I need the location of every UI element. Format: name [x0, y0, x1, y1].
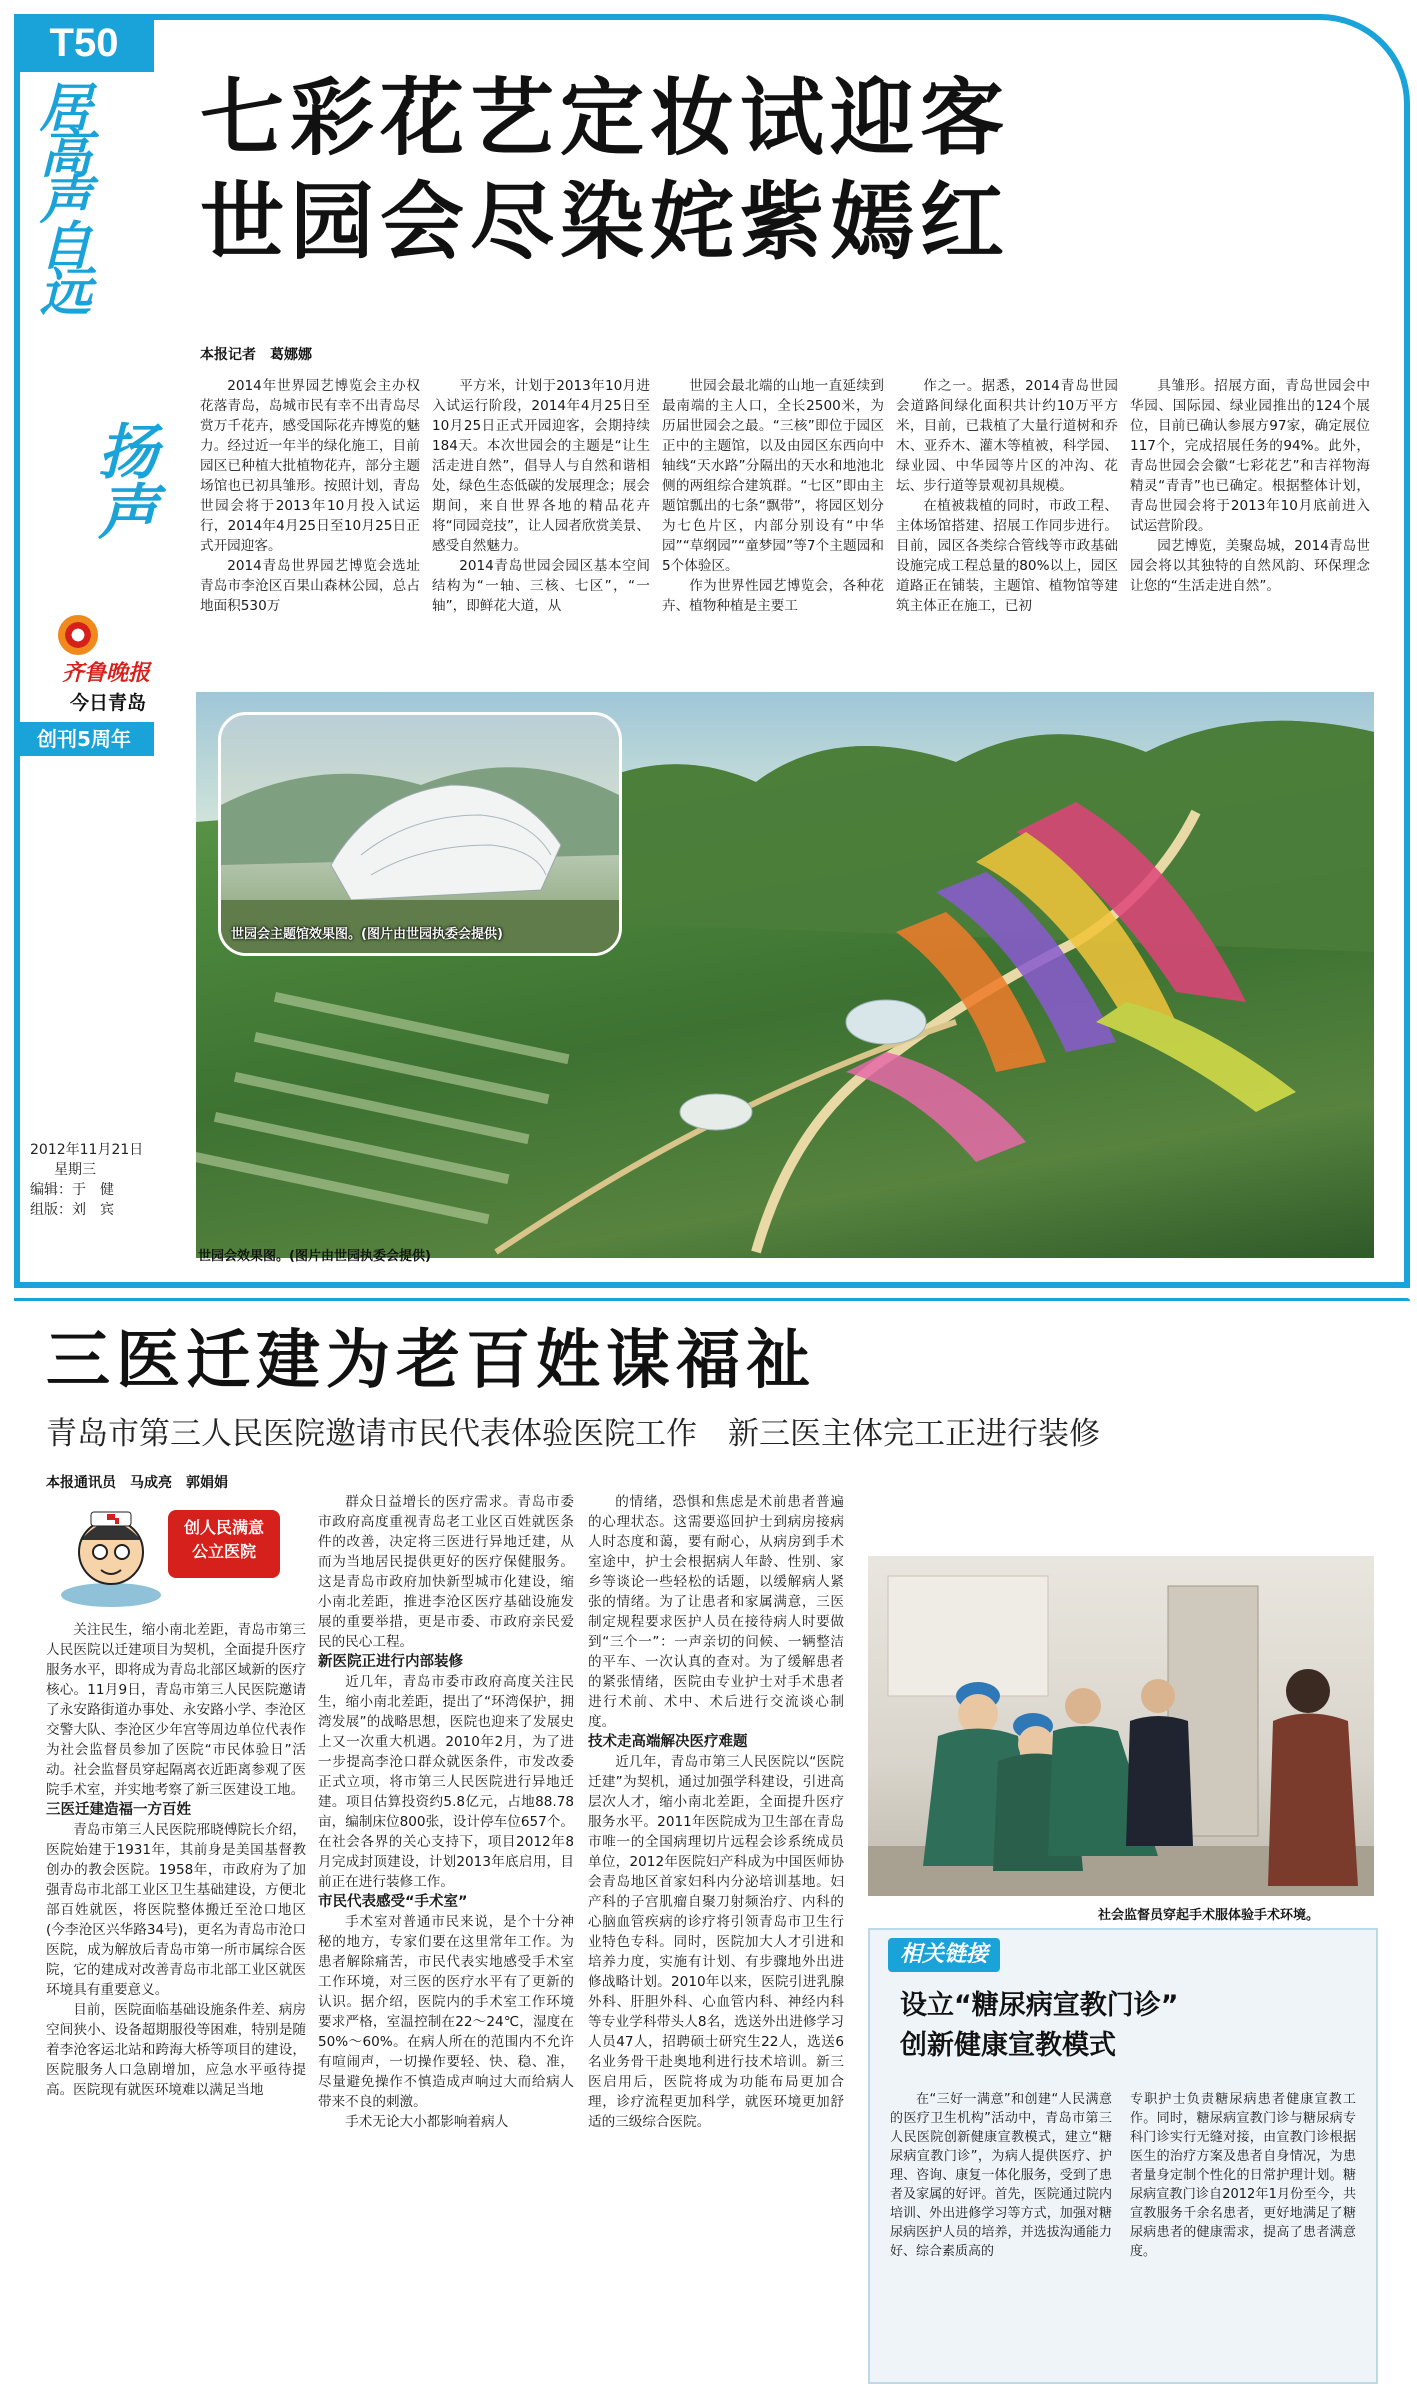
paragraph: 关注民生，缩小南北差距，青岛市第三人民医院以迁建项目为契机，全面提升医疗服务水平，即将成为青岛北部区域新的医疗核心。11月9日，青岛市第三人民医院邀请了永安路街道办事处、永安路小学、李沧区交警大队、李沧区少年宫等周边单位代表作为社会监督员参加了医院“市民体验日”活动。社会监督员穿起隔离衣近距离参观了医院手术室，并实地考察了新三医建设工地。	[46, 1622, 306, 1798]
paragraph: 2014年世界园艺博览会主办权花落青岛，岛城市民有幸不出青岛尽赏万千花卉，感受国际花卉博览的魅力。经过近一年半的绿化施工，目前园区已种植大批植物花卉，部分主题场馆也已初具雏形。按照计划，青岛世园会将于2013年10月投入试运行，2014年4月25日至10月25日正式开园迎客。	[200, 378, 420, 554]
surgery-gown-photo	[868, 1556, 1374, 1896]
subhead: 技术走高端解决医疗难题	[588, 1734, 748, 1750]
paragraph: 目前，医院面临基础设施条件差、病房空间狭小、设备超期服役等困难，特别是随着李沧客运北站和跨海大桥等项目的建设，医院服务人口急剧增加，应急水平亟待提高。医院现有就医环境难以满足当地	[46, 2002, 306, 2098]
issue-info	[30, 1140, 143, 1220]
paragraph: 在“三好一满意”和创建“人民满意的医疗卫生机构”活动中，青岛市第三人民医院创新健康宣教模式，建立“糖尿病宣教门诊”，为病人提供医疗、护理、咨询、康复一体化服务，受到了患者及家属的好评。首先，医院通过院内培训、外出进修学习等方式，加强对糖尿病医护人员的培养，并选拔沟通能力好、综合素质高的	[890, 2092, 1112, 2259]
column-name-1: 居高声自远	[30, 80, 91, 310]
paragraph: 园艺博览，美聚岛城，2014青岛世园会将以其独特的自然风韵、环保理念让您的“生活走进自然”。	[1130, 538, 1370, 594]
article1-col4	[896, 376, 1118, 616]
article2-subheadline: 青岛市第三人民医院邀请市民代表体验医院工作 新三医主体完工正进行装修	[46, 1416, 1100, 1452]
paragraph: 青岛市第三人民医院邢晓傅院长介绍，医院始建于1931年，其前身是美国基督教创办的教会医院。1958年，市政府为了加强青岛市北部工业区卫生基础建设，方便北部百姓就医，将医院整体搬迁至沧口地区(今李沧区兴华路34号)，更名为青岛市沧口医院，成为解放后青岛市第一所市属综合医院，它的建成对改善青岛市北部工业区就医环境具有重要意义。	[46, 1822, 306, 1998]
paragraph: 在植被栽植的同时，市政工程、主体场馆搭建、招展工作同步进行。目前，园区各类综合管线等市政基础设施完成工程总量的80%以上，园区道路正在铺装，主题馆、植物馆等建筑主体正在施工，已初	[896, 498, 1118, 614]
related-link-title	[900, 1986, 1179, 2066]
related-title-line2: 创新健康宣教模式	[900, 2030, 1116, 2061]
article1-byline: 本报记者 葛娜娜	[200, 347, 312, 363]
paragraph: 的情绪，恐惧和焦虑是术前患者普遍的心理状态。这需要巡回护士到病房接病人时态度和蔼，要有耐心，从病房到手术室途中，护士会根据病人年龄、性别、家乡等谈论一些轻松的话题，以缓解病人紧张的情绪。为了让患者和家属满意，三医制定规程要求医护人员在接待病人时要做到“三个一”：一声亲切的问候、一辆整洁的平车、一次认真的查对。为了缓解患者的紧张情绪，医院由专业护士对手术患者进行术前、术中、术后进行交流谈心制度。	[588, 1494, 844, 1730]
editor-credit: 编辑：于 健	[30, 1182, 114, 1198]
article1-headline-line1: 七彩花艺定妆试迎客	[200, 69, 1011, 167]
article1-headline	[200, 66, 1350, 274]
paragraph: 作之一。据悉，2014青岛世园会道路间绿化面积共计约10万平方米，目前，已栽植了大量行道树和乔木、亚乔木、灌木等植被，科学园、绿业园、中华园等片区的冲沟、花坛、步行道等景观初具规模。	[896, 378, 1118, 494]
related-link-tag: 相关链接	[888, 1938, 1000, 1972]
satisfied-hospital-badge	[56, 1500, 306, 1608]
related-link-box	[868, 1928, 1378, 2384]
column-name-2: 扬声	[88, 420, 158, 540]
article2-col3	[588, 1492, 844, 2132]
article1-col2	[432, 376, 650, 616]
top-frame-divider	[14, 1298, 1410, 1301]
paragraph: 平方米，计划于2013年10月进入试运行阶段，2014年4月25日至10月25日正式开园迎客，会期持续184天。本次世园会的主题是“让生活走进自然”，倡导人与自然和谐相处，绿色生态低碳的发展理念；展会期间，来自世界各地的精品花卉将“同园竞技”，让人园者欣赏美景、感受自然魅力。	[432, 378, 650, 554]
article2-col2	[318, 1492, 574, 2132]
paragraph: 世园会最北端的山地一直延续到最南端的主人口，全长2500米，为历届世园会之最。“三核”即位于园区正中的主题馆，以及由园区东西向中轴线“天水路”分隔出的天水和地池北侧的两组综合建筑群。“七区”即由主题馆瓢出的七条“飘带”，将园区划分为七色片区，内部分别设有“中华园”“草纲园”“童梦园”等7个主题园和5个体验区。	[662, 378, 884, 574]
edition-name: 今日青岛	[70, 692, 147, 714]
article1-col3	[662, 376, 884, 616]
related-title-line1: 设立“糖尿病宣教门诊”	[900, 1990, 1179, 2021]
article1-photo-caption: 世园会效果图。(图片由世园执委会提供)	[198, 1249, 431, 1264]
pavilion-graphic	[221, 715, 619, 953]
paragraph: 群众日益增长的医疗需求。青岛市委市政府高度重视青岛老工业区百姓就医条件的改善，决定将三医进行异地迁建，从而为当地居民提供更好的医疗保健服务。这是青岛市政府加快新型城市化建设，缩小南北差距，推进李沧区医疗基础设施发展的重要举措，更是市委、市政府亲民爱民的民心工程。	[318, 1494, 574, 1650]
paper-logo-icon	[58, 615, 98, 655]
inset-caption: 世园会主题馆效果图。(图片由世园执委会提供)	[231, 927, 503, 942]
issue-weekday: 星期三	[54, 1162, 96, 1178]
related-link-col1	[890, 2090, 1112, 2261]
related-link-col2	[1130, 2090, 1356, 2261]
subhead: 三医迁建造福一方百姓	[46, 1802, 191, 1818]
subhead: 新医院正进行内部装修	[318, 1654, 463, 1670]
badge-line2: 公立医院	[191, 1542, 256, 1561]
article2-byline: 本报通讯员 马成亮 郭娟娟	[46, 1475, 228, 1491]
article1-col5	[1130, 376, 1370, 596]
paragraph: 近几年，青岛市委市政府高度关注民生，缩小南北差距，提出了“环湾保护，拥湾发展”的战略思想，医院也迎来了发展史上又一次重大机遇。2010年2月，为了进一步提高李沧口群众就医条件，市发改委正式立项，将市第三人民医院进行异地迁建。项目估算投资约5.8亿元，占地88.78亩，编制床位800张，设计停车位657个。在社会各界的关心支持下，项目2012年8月完成封顶建设，计划2013年底启用，目前正在进行装修工作。	[318, 1674, 574, 1890]
paragraph: 手术室对普通市民来说，是个十分神秘的地方，专家们要在这里常年工作。为患者解除痛苦，市民代表实地感受手术室工作环境，对三医的医疗水平有了更新的认识。据介绍，医院内的手术室工作环境要求严格，室温控制在22～24℃，湿度在50%～60%。在病人所在的范围内不允许有喧闹声，一切操作要轻、快、稳、准，尽量避免操作不慎造成声响过大而给病人带来不良的刺激。	[318, 1914, 574, 2110]
paper-name: 齐鲁晚报	[62, 660, 151, 686]
paragraph: 作为世界性园艺博览会，各种花卉、植物种植是主要工	[662, 578, 884, 614]
badge-text	[168, 1510, 280, 1578]
article2-photo-caption: 社会监督员穿起手术服体验手术环境。	[1098, 1908, 1320, 1923]
anniversary-badge: 创刊5周年	[14, 722, 154, 756]
expo-aerial-photo	[196, 692, 1374, 1258]
article1-col1	[200, 376, 420, 616]
designer-credit: 组版：刘 宾	[30, 1202, 114, 1218]
paragraph: 近几年，青岛市第三人民医院以“医院迁建”为契机，通过加强学科建设，引进高层次人才，缩小南北差距，全面提升医疗服务水平。2011年医院成为卫生部在青岛市唯一的全国病理切片远程会诊系统成员单位，2012年医院妇产科成为中国医师协会青岛地区首家妇科内分泌培训基地。妇产科的子宫肌瘤自聚刀射频治疗、内科的心脑血管疾病的诊疗将引领青岛市卫生行业特色专科。同时，医院加大人才引进和培养力度，实施有计划、有步骤地外出进修战略计划。2010年以来，医院引进乳腺外科、肝胆外科、心血管内科、神经内科等专业学科带头人8名，选送外出进修学习人员47人，招聘硕士研究生22人，选送6名业务骨干赴奥地利进行技术培训。新三医启用后，医院将成为功能布局更加合理，诊疗流程更加科学，就医环境更加舒适的三级综合医院。	[588, 1754, 844, 2130]
column-title-calligraphy	[28, 80, 148, 410]
paragraph: 2014青岛世界园艺博览会选址青岛市李沧区百果山森林公园，总占地面积530万	[200, 558, 420, 614]
article2-headline: 三医迁建为老百姓谋福祉	[46, 1324, 816, 1398]
badge-line1: 创人民满意	[183, 1518, 264, 1537]
subhead: 市民代表感受“手术室”	[318, 1894, 468, 1910]
page-number: T50	[14, 14, 154, 72]
paragraph: 手术无论大小都影响着病人	[345, 2114, 509, 2130]
article1-headline-line2: 世园会尽染姹紫嫣红	[200, 173, 1011, 271]
issue-date: 2012年11月21日	[30, 1142, 144, 1158]
surgery-scene-graphic	[868, 1556, 1374, 1896]
article2-col1	[46, 1620, 306, 2100]
theme-pavilion-inset	[218, 712, 622, 956]
paragraph: 2014青岛世园会园区基本空间结构为“一轴、三核、七区”，“一轴”，即鲜花大道，从	[432, 558, 650, 614]
paragraph: 具雏形。招展方面，青岛世园会中华园、国际园、绿业园推出的124个展位，目前已确认参展方97家，确定展位117个，完成招展任务的94%。此外，青岛世园会会徽“七彩花艺”和吉祥物海精灵“青青”也已确定。根据整体计划，青岛世园会将于2013年10月底前进入试运营阶段。	[1130, 378, 1370, 534]
doctor-illustration-icon	[56, 1500, 166, 1608]
paragraph: 专职护士负责糖尿病患者健康宣教工作。同时，糖尿病宣教门诊与糖尿病专科门诊实行无缝对接，由宣教门诊根据医生的治疗方案及患者自身情况，为患者量身定制个性化的日常护理计划。糖尿病宣教门诊自2012年1月份至今，共宣教服务千余名患者，更好地满足了糖尿病患者的健康需求，提高了患者满意度。	[1130, 2092, 1356, 2259]
